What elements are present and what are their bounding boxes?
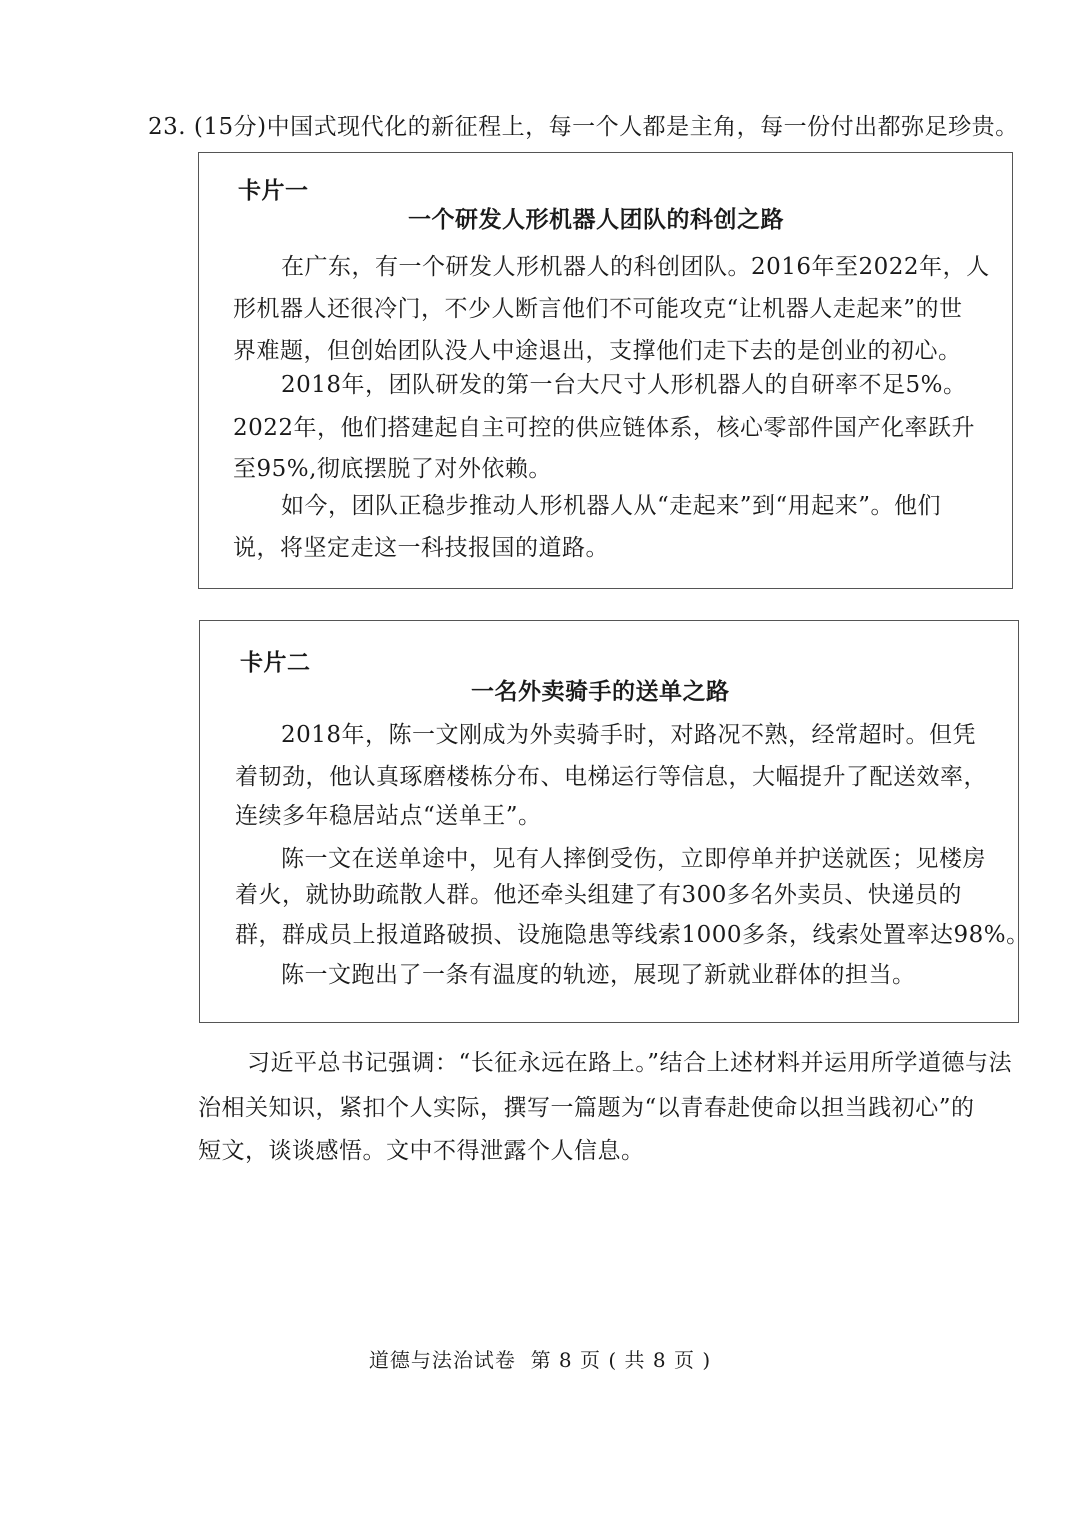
card-one-title: 一个研发人形机器人团队的科创之路 xyxy=(408,206,784,233)
prompt-line: 习近平总书记强调：“长征永远在路上。”结合上述材料并运用所学道德与法 xyxy=(247,1050,1013,1076)
card-two-title: 一名外卖骑手的送单之路 xyxy=(471,678,730,705)
card-one-line: 界难题，但创始团队没人中途退出，支撑他们走下去的是创业的初心。 xyxy=(233,338,962,364)
page-footer: 道德与法治试卷 第 8 页 ( 共 8 页 ) xyxy=(368,1348,712,1372)
card-two-line: 陈一文跑出了一条有温度的轨迹，展现了新就业群体的担当。 xyxy=(281,962,916,988)
card-one-label: 卡片一 xyxy=(238,177,309,204)
card-two-line: 着韧劲，他认真琢磨楼栋分布、电梯运行等信息，大幅提升了配送效率， xyxy=(235,764,987,790)
card-two-label: 卡片二 xyxy=(240,649,311,676)
card-one-line: 说，将坚定走这一科技报国的道路。 xyxy=(233,535,609,561)
card-two-line: 连续多年稳居站点“送单王”。 xyxy=(235,803,542,829)
prompt-line: 治相关知识，紧扣个人实际，撰写一篇题为“以青春赴使命以担当践初心”的 xyxy=(198,1095,975,1121)
prompt-line: 短文，谈谈感悟。文中不得泄露个人信息。 xyxy=(198,1138,645,1164)
card-one-line: 2018年，团队研发的第一台大尺寸人形机器人的自研率不足5%。 xyxy=(281,372,967,398)
question-stem: 23. (15分)中国式现代化的新征程上，每一个人都是主角，每一份付出都弥足珍贵。 xyxy=(148,114,1019,140)
card-one-line: 如今，团队正稳步推动人形机器人从“走起来”到“用起来”。他们 xyxy=(281,493,942,519)
card-one-line: 在广东，有一个研发人形机器人的科创团队。2016年至2022年，人 xyxy=(281,254,990,280)
card-two-line: 陈一文在送单途中，见有人摔倒受伤，立即停单并护送就医；见楼房 xyxy=(281,846,986,872)
card-one-line: 至95%,彻底摆脱了对外依赖。 xyxy=(233,456,552,482)
card-two-line: 2018年，陈一文刚成为外卖骑手时，对路况不熟，经常超时。但凭 xyxy=(281,722,977,748)
card-two-line: 着火，就协助疏散人群。他还牵头组建了有300多名外卖员、快递员的 xyxy=(235,882,962,908)
card-one-line: 2022年，他们搭建起自主可控的供应链体系，核心零部件国产化率跃升 xyxy=(233,415,976,441)
card-two-line: 群，群成员上报道路破损、设施隐患等线索1000多条，线索处置率达98%。 xyxy=(235,922,1030,948)
card-one-line: 形机器人还很冷门，不少人断言他们不可能攻克“让机器人走起来”的世 xyxy=(233,296,963,322)
